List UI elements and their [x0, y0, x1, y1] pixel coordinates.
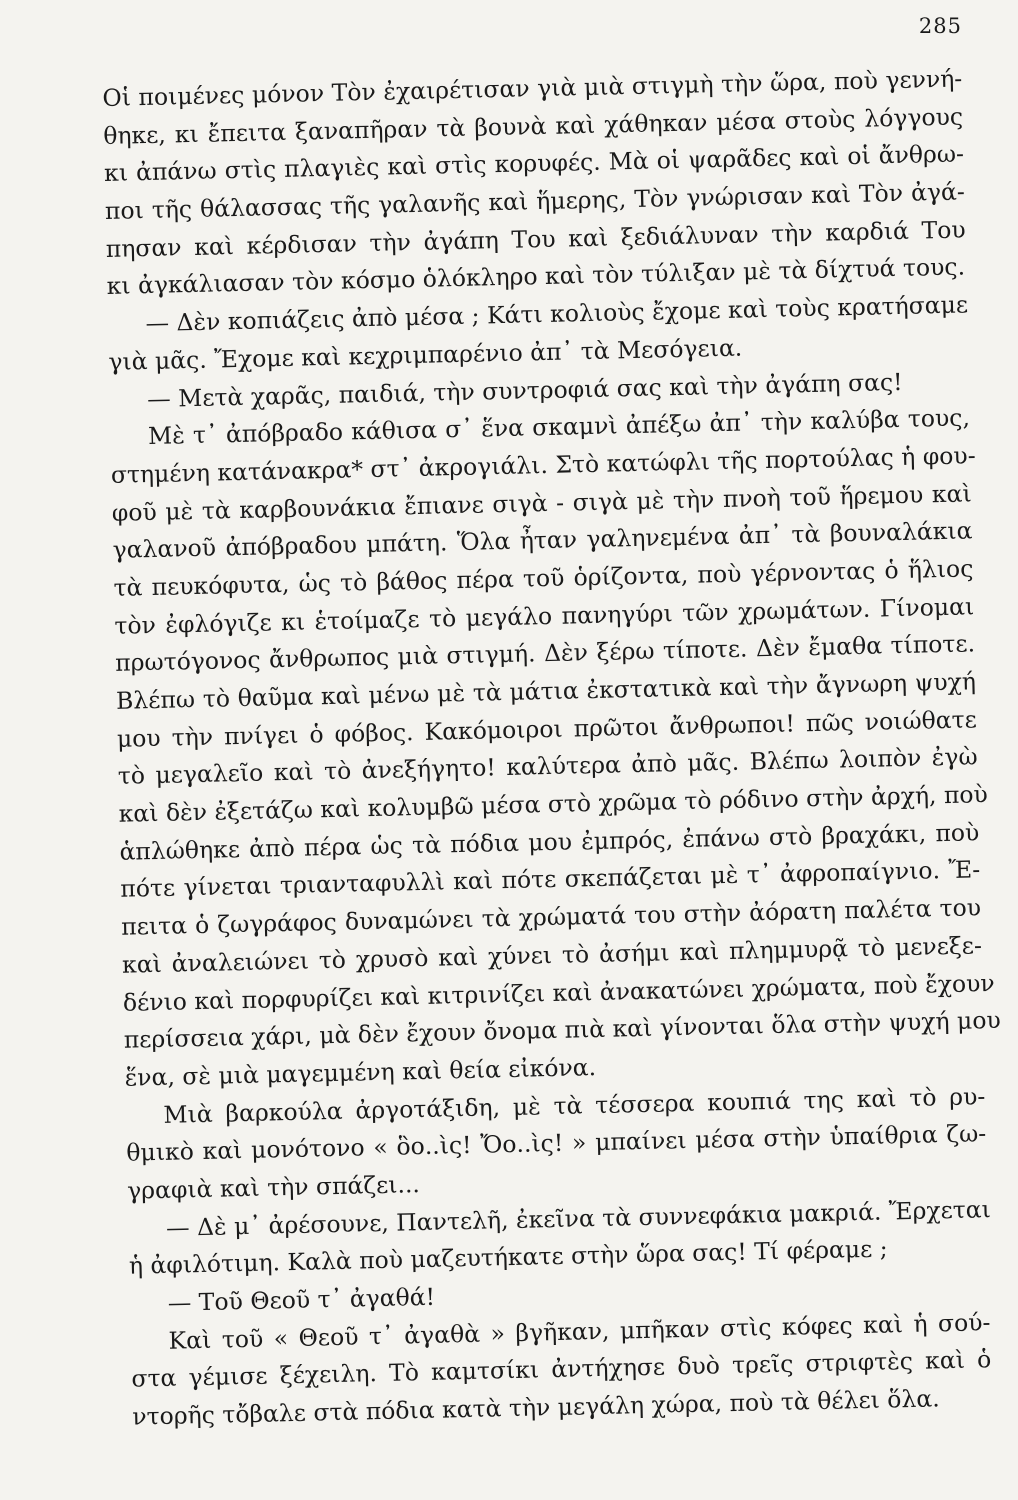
text-line: πησαν καὶ κέρδισαν τὴν ἀγάπη Του καὶ ξεδιάλυναν τὴν καρδιά Του — [105, 215, 966, 263]
text-line: πρωτόγονος ἄνθρωπος μιὰ στιγμή. Δὲν ξέρω τίποτε. Δὲν ἔμαθα τίποτε. — [114, 629, 976, 678]
text-line: Βλέπω τὸ θαῦμα καὶ μένω μὲ τὰ μάτια ἐκστατικὰ καὶ τὴν ἄγνωρη ψυχή — [115, 667, 977, 715]
text-line: τὰ πευκόφυτα, ὡς τὸ βάθος πέρα τοῦ ὁρίζοντα, ποὺ γέρνοντας ὁ ἥλιος — [113, 554, 974, 602]
text-line: τὸν ἐφλόγιζε κι ἑτοίμαζε τὸ μεγάλο πανηγύρι τῶν χρωμάτων. Γίνομαι — [114, 591, 975, 640]
text-line: φοῦ μὲ τὰ καρβουνάκια ἔπιανε σιγὰ - σιγὰ μὲ τὴν πνοὴ τοῦ ἥρεμου καὶ — [111, 478, 972, 527]
text-line: κι ἀπάνω στὶς πλαγιὲς καὶ στὶς κορυφές. Μὰ οἱ ψαρᾶδες καὶ οἱ ἄνθρω- — [103, 139, 965, 188]
text-line: πότε γίνεται τριανταφυλλὶ καὶ πότε σκεπάζεται μὲ τ᾽ ἀφροπαίγνιο. Ἔ- — [120, 855, 981, 904]
text-line: Μὲ τ᾽ ἀπόβραδο κάθισα σ᾽ ἕνα σκαμνὶ ἀπέξω ἀπ᾽ τὴν καλύβα τους, — [147, 403, 971, 451]
text-line: γραφιὰ καὶ τὴν σπάζει... — [126, 1170, 421, 1205]
body-text — [102, 60, 1002, 1436]
text-line: ντορῆς τὄβαλε στὰ πόδια κατὰ τὴν μεγάλη χώρα, ποὺ τὰ θέλει ὅλα. — [132, 1384, 940, 1431]
text-line: ἁπλώθηκε ἀπὸ πέρα ὡς τὰ πόδια μου ἐμπρός, ἐπάνω στὸ βραχάκι, ποὺ — [119, 818, 980, 866]
text-line: — Δὲ μ᾽ ἀρέσουνε, Παντελῆ, ἐκεῖνα τὰ συννεφάκια μακριά. Ἔρχεται — [165, 1194, 992, 1242]
text-line: περίσσεια χάρι, μὰ δὲν ἔχουν ὄνομα πιὰ καὶ γίνονται ὅλα στὴν ψυχή μου — [123, 1006, 1002, 1054]
text-line: Οἱ ποιμένες μόνον Τὸν ἐχαιρέτισαν γιὰ μιὰ στιγμὴ τὴν ὥρα, ποὺ γεννή- — [102, 64, 963, 112]
text-line: Μιὰ βαρκούλα ἀργοτάξιδη, μὲ τὰ τέσσερα κουπιά της καὶ τὸ ρυ- — [163, 1081, 986, 1129]
text-line: καὶ δὲν ἐξετάζω καὶ κολυμβῶ μέσα στὸ χρῶμα τὸ ρόδινο στὴν ἀρχή, ποὺ — [118, 780, 989, 828]
text-line: τὸ μεγαλεῖο καὶ τὸ ἀνεξήγητο! καλύτερα ἀπὸ μᾶς. Βλέπω λοιπὸν ἐγὼ — [117, 742, 978, 791]
text-line: πειτα ὁ ζωγράφος δυναμώνει τὰ χρώματά του στὴν ἀόρατη παλέτα του — [120, 893, 982, 941]
text-line: στημένη κατάνακρα* στ᾽ ἀκρογιάλι. Στὸ κατώφλι τῆς πορτούλας ἡ φου- — [110, 441, 976, 489]
text-line: γαλανοῦ ἀπόβραδου μπάτη. Ὅλα ἦταν γαληνεμένα ἀπ᾽ τὰ βουναλάκια — [112, 516, 973, 565]
text-line: Καὶ τοῦ « Θεοῦ τ᾽ ἀγαθὰ » βγῆκαν, μπῆκαν στὶς κόφες καὶ ἡ σού- — [168, 1307, 991, 1355]
text-line: — Μετὰ χαρᾶς, παιδιά, τὴν συντροφιά σας καὶ τὴν ἀγάπη σας! — [146, 367, 903, 413]
text-line: ἡ ἀφιλότιμη. Καλὰ ποὺ μαζευτήκατε στὴν ὥρα σας! Τί φέραμε ; — [128, 1234, 889, 1281]
text-line: — Τοῦ Θεοῦ τ᾽ ἀγαθά! — [167, 1282, 436, 1317]
page-number: 285 — [918, 14, 962, 38]
text-line: δένιο καὶ πορφυρίζει καὶ κιτρινίζει καὶ ἀνακατώνει χρώματα, ποὺ ἔχουν — [122, 968, 995, 1017]
text-line: θηκε, κι ἔπειτα ξαναπῆραν τὰ βουνὰ καὶ χάθηκαν μέσα στοὺς λόγγους — [102, 102, 964, 150]
text-line: θμικὸ καὶ μονότονο « ὃο..ὶς! Ὄο..ὶς! » μπαίνει μέσα στὴν ὑπαίθρια ζω- — [126, 1119, 987, 1167]
text-line: μου τὴν πνίγει ὁ φόβος. Κακόμοιροι πρῶτοι ἄνθρωποι! πῶς νοιώθατε — [116, 705, 978, 753]
text-line: ἕνα, σὲ μιὰ μαγεμμένη καὶ θεία εἰκόνα. — [124, 1052, 597, 1092]
text-line: ποι τῆς θάλασσας τῆς γαλανῆς καὶ ἥμερης, Τὸν γνώρισαν καὶ Τὸν ἀγά- — [104, 177, 966, 226]
text-line: κι ἀγκάλιασαν τὸν κόσμο ὁλόκληρο καὶ τὸν τύλιξαν μὲ τὰ δίχτυά τους. — [106, 252, 966, 301]
text-line: γιὰ μᾶς. Ἔχομε καὶ κεχριμπαρένιο ἀπ᾽ τὰ Μεσόγεια. — [108, 333, 743, 376]
text-line: — Δὲν κοπιάζεις ἀπὸ μέσα ; Κάτι κολιοὺς ἔχομε καὶ τοὺς κρατήσαμε — [145, 290, 969, 338]
text-line: στα γέμισε ξέχειλη. Τὸ καμτσίκι ἀντήχησε δυὸ τρεῖς στριφτὲς καὶ ὁ — [131, 1345, 992, 1394]
text-line: καὶ ἀναλειώνει τὸ χρυσὸ καὶ χύνει τὸ ἀσήμι καὶ πλημμυρᾷ τὸ μενεξε- — [121, 931, 983, 979]
